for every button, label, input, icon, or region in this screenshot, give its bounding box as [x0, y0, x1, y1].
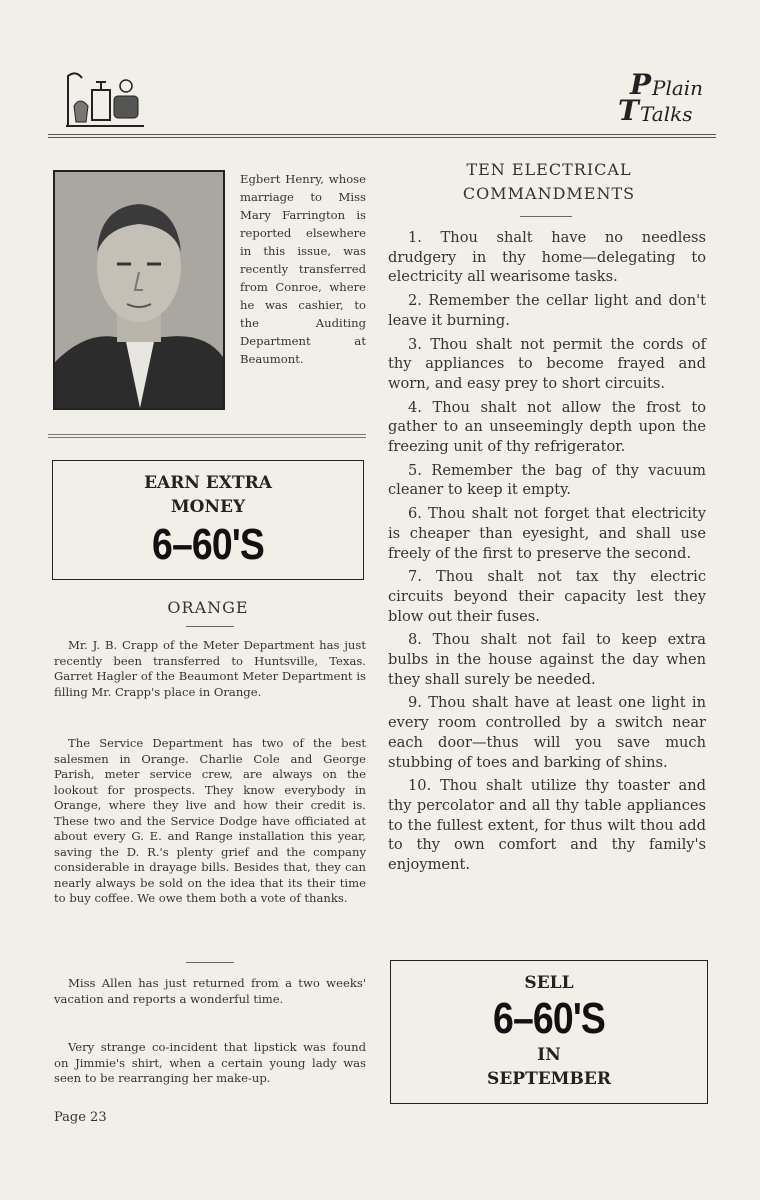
commandment-4: 4. Thou shalt not allow the frost to gather to an unseemingly depth upon the freezing unit of thy refrigerator.	[388, 398, 706, 456]
short-rule	[520, 216, 572, 217]
commandments-list	[388, 228, 706, 879]
orange-paragraph-3	[54, 976, 366, 1007]
short-rule	[186, 962, 234, 963]
short-rule	[186, 626, 234, 627]
photo-caption: Egbert Henry, whose marriage to Miss Mary Farrington is reported elsewhere in this issue, was recently transferred from Conroe, where he was cashier, to the Auditing Department at Beaumont.	[240, 172, 366, 366]
commandment-8: 8. Thou shalt not fail to keep extra bulbs in the house against the day when they shall surely be needed.	[388, 631, 706, 688]
paragraph-text: Miss Allen has just returned from a two weeks' vacation and reports a wonderful time.	[54, 976, 366, 1006]
commandment-7: 7. Thou shalt not tax thy electric circuits beyond their capacity lest they blow out their fuses.	[388, 568, 706, 625]
earn-extra-money-ad	[52, 460, 364, 580]
portrait-photo	[53, 170, 225, 410]
ad1-line1: EARN EXTRA	[144, 473, 272, 493]
ad1-line2: MONEY	[170, 497, 246, 517]
paragraph-text: Mr. J. B. Crapp of the Meter Department has just recently been transferred to Huntsville, Texas. Garret Hagler of the Beaumont Meter Department is filling Mr. Crapp's place in Orange.	[54, 638, 366, 699]
commandment-5: 5. Remember the bag of thy vacuum cleaner to keep it empty.	[388, 461, 706, 499]
section-rule	[48, 434, 366, 438]
commandment-10: 10. Thou shalt utilize thy toaster and thy percolator and all thy table appliances to the fullest extent, for thus wilt thou add to thy own comfort and thy family's enjoyment.	[388, 777, 706, 874]
orange-heading: ORANGE	[167, 598, 249, 617]
commandment-2: 2. Remember the cellar light and don't leave it burning.	[388, 292, 706, 329]
ad2-big-text: 6–60'S	[493, 994, 605, 1043]
orange-paragraph-4	[54, 1040, 366, 1087]
ad2-line3: IN	[537, 1045, 561, 1065]
header-rule	[48, 134, 716, 138]
commandment-3: 3. Thou shalt not permit the cords of thy appliances to become frayed and worn, and easy prey to short circuits.	[388, 335, 706, 392]
paragraph-text: Very strange co-incident that lipstick was found on Jimmie's shirt, when a certain young lady was seen to be rearranging her make-up.	[54, 1040, 366, 1085]
paragraph-text: The Service Department has two of the best salesmen in Orange. Charlie Cole and George Parish, meter service crew, are always on the lookout for prospects. They know everybody in Orange, where they live and how their credit is. These two and the Service Dodge have officiated at about every G. E. and Range installation this year, saving the D. R.'s plenty grief and the company considerable in drayage bills. Besides that, they can nearly always be sold on the idea that its their time to buy coffee. We owe them both a vote of thanks.	[54, 736, 366, 905]
orange-paragraph-1	[54, 638, 366, 700]
commandment-1: 1. Thou shalt have no needless drudgery in thy home—delegating to electricity all wearisome tasks.	[388, 229, 706, 286]
logo-word-talks: Talks	[640, 102, 693, 126]
ad2-line4: SEPTEMBER	[487, 1069, 611, 1089]
title-line-2: COMMANDMENTS	[462, 184, 636, 203]
logo-word-plain: Plain	[652, 76, 704, 100]
sell-in-september-ad	[390, 960, 708, 1104]
page-number: Page 23	[54, 1110, 107, 1125]
orange-paragraph-2	[54, 736, 366, 907]
appliances-logo	[62, 66, 148, 134]
commandments-title	[390, 158, 708, 206]
commandment-9: 9. Thou shalt have at least one light in every room controlled by a switch near each door—thus will you save much stubbing of toes and barking of shins.	[388, 694, 706, 771]
ad1-big-text: 6–60'S	[152, 520, 264, 569]
ad2-line1: SELL	[524, 973, 574, 993]
plain-talks-logo: P Plain T Talks	[618, 68, 704, 127]
commandment-6: 6. Thou shalt not forget that electricity is cheaper than eyesight, and shall use freely of the first to preserve the second.	[388, 505, 706, 562]
title-line-1: TEN ELECTRICAL	[466, 160, 632, 179]
